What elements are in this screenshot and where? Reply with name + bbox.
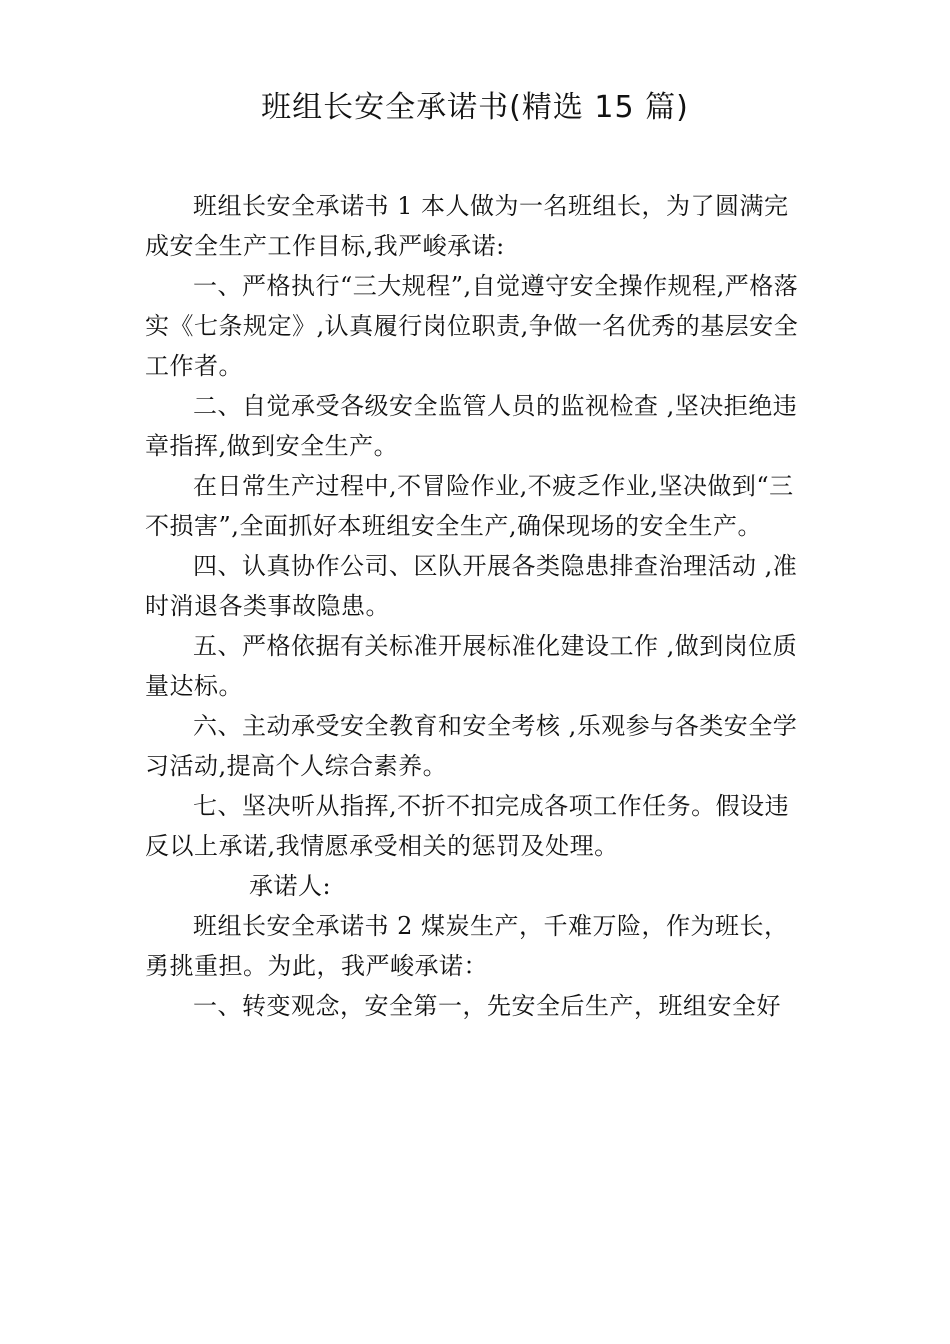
signature-line: 承诺人:	[249, 872, 332, 900]
paragraph-item-6: 六、主动承受安全教育和安全考核 ,乐观参与各类安全学习活动,提高个人综合素养。	[145, 712, 798, 780]
paragraph-item-5: 五、严格依据有关标准开展标准化建设工作 ,做到岗位质量达标。	[145, 632, 798, 700]
paragraph-second-item-1: 一、转变观念，安全第一，先安全后生产，班组安全好	[193, 992, 781, 1020]
document-body	[145, 186, 807, 1026]
paragraph-item-1: 一、严格执行“三大规程”,自觉遵守安全操作规程,严格落实《七条规定》,认真履行岗位职责,争做一名优秀的基层安全工作者。	[145, 272, 799, 380]
paragraph-item-3: 在日常生产过程中,不冒险作业,不疲乏作业,坚决做到“三不损害”,全面抓好本班组安全生产,确保现场的安全生产。	[145, 472, 794, 540]
paragraph-second-intro: 班组长安全承诺书 2 煤炭生产，千难万险，作为班长，勇挑重担。为此，我严峻承诺：	[145, 912, 789, 980]
paragraph-intro: 班组长安全承诺书 1 本人做为一名班组长，为了圆满完成安全生产工作目标,我严峻承诺:	[145, 192, 789, 260]
paragraph-item-4: 四、认真协作公司、区队开展各类隐患排查治理活动 ,准时消退各类事故隐患。	[145, 552, 798, 620]
paragraph-item-2: 二、自觉承受各级安全监管人员的监视检查 ,坚决拒绝违章指挥,做到安全生产。	[145, 392, 798, 460]
paragraph-item-7: 七、坚决听从指挥,不折不扣完成各项工作任务。假设违反以上承诺,我情愿承受相关的惩罚及处理。	[145, 792, 790, 860]
document-title: 班组长安全承诺书(精选 15 篇)	[261, 90, 689, 125]
